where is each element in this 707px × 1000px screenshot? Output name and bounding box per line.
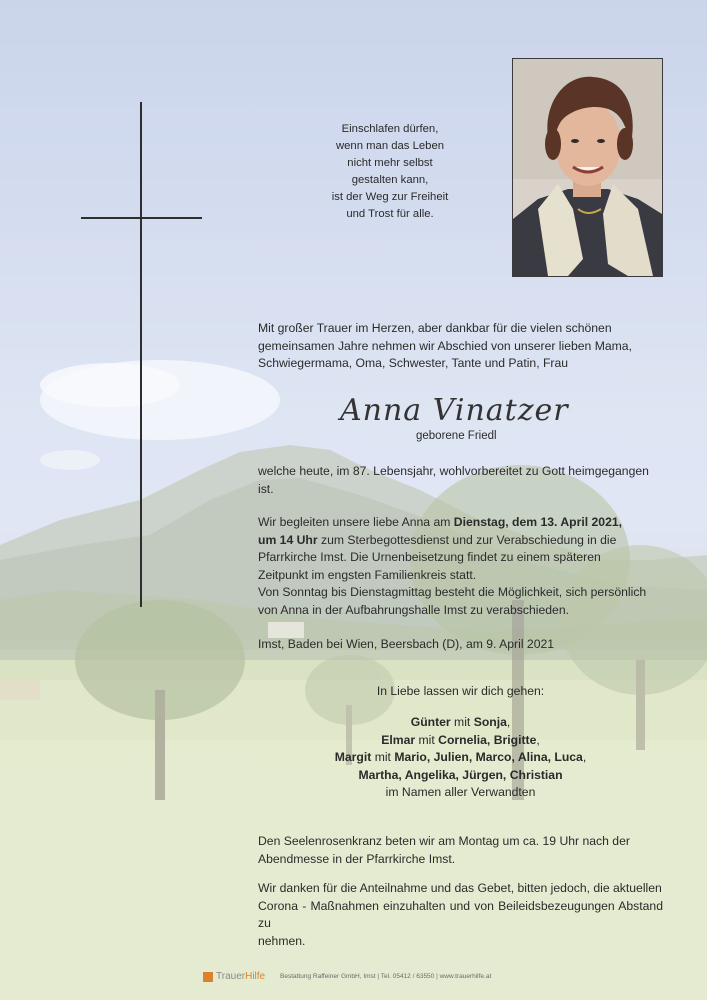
service-line: Pfarrkirche Imst. Die Urnenbeisetzung findet zu einem späteren: [258, 550, 601, 564]
maiden-name: geborene Friedl: [416, 430, 497, 442]
family-list: [258, 714, 663, 802]
service-line: Zeitpunkt im engsten Familienkreis statt.: [258, 567, 477, 582]
motto-line: ist der Weg zur Freiheit: [331, 191, 449, 203]
cross-vertical: [140, 102, 142, 607]
rosary-line: Den Seelenrosenkranz beten wir am Montag um ca. 19 Uhr nach der: [258, 834, 630, 848]
family-row: Margit mit Mario, Julien, Marco, Alina, Luca,: [334, 750, 587, 764]
trauerhilfe-logo[interactable]: TrauerHilfe: [216, 971, 266, 982]
thanks-line: nehmen.: [258, 933, 306, 948]
family-row: Günter mit Sonja,: [410, 715, 511, 729]
passing-line: ist.: [258, 481, 274, 496]
rosary-line: Abendmesse in der Pfarrkirche Imst.: [258, 851, 456, 866]
place-date: Imst, Baden bei Wien, Beersbach (D), am 9. April 2021: [258, 637, 555, 651]
family-row: im Namen aller Verwandten: [385, 785, 536, 799]
cross-horizontal: [81, 217, 202, 219]
motto-line: gestalten kann,: [351, 174, 429, 186]
intro-line: Schwiegermama, Oma, Schwester, Tante und Patin, Frau: [258, 356, 569, 370]
thanks-line: Corona - Maßnahmen einzuhalten und von Beileidsbezeugungen Abstand zu: [258, 898, 663, 930]
family-row: Martha, Angelika, Jürgen, Christian: [358, 767, 563, 782]
motto-line: Einschlafen dürfen,: [341, 123, 439, 135]
farewell-line: In Liebe lassen wir dich gehen:: [376, 684, 545, 698]
service-line: von Anna in der Aufbahrungshalle Imst zu verabschieden.: [258, 602, 569, 617]
intro-line: Mit großer Trauer im Herzen, aber dankbar für die vielen schönen: [258, 321, 612, 335]
passing-paragraph: [258, 463, 663, 498]
thanks-line: Wir danken für die Anteilnahme und das Gebet, bitten jedoch, die aktuellen: [258, 881, 662, 895]
service-paragraph: [258, 514, 663, 619]
trauerhilfe-logo-icon: [203, 972, 213, 982]
portrait-photo: [512, 58, 663, 277]
footer: [0, 970, 707, 986]
intro-line: gemeinsamen Jahre nehmen wir Abschied von unserer lieben Mama,: [258, 338, 632, 353]
thanks-paragraph: [258, 880, 663, 950]
motto: [300, 121, 480, 223]
motto-line: nicht mehr selbst: [347, 157, 433, 169]
footer-info: Bestattung Raffeiner GmbH, Imst | Tel. 05412 / 63550 | www.trauerhilfe.at: [280, 973, 492, 980]
motto-line: wenn man das Leben: [335, 140, 445, 152]
deceased-name: Anna Vinatzer: [340, 393, 569, 428]
intro-paragraph: [258, 320, 663, 373]
service-line: Wir begleiten unsere liebe Anna am Dienstag, dem 13. April 2021,: [258, 515, 623, 529]
family-row: Elmar mit Cornelia, Brigitte,: [381, 732, 540, 747]
motto-line: und Trost für alle.: [346, 208, 434, 220]
rosary-paragraph: [258, 833, 663, 868]
service-line: Von Sonntag bis Dienstagmittag besteht die Möglichkeit, sich persönlich: [258, 585, 647, 599]
passing-line: welche heute, im 87. Lebensjahr, wohlvorbereitet zu Gott heimgegangen: [258, 464, 649, 478]
service-line: um 14 Uhr zum Sterbegottesdienst und zur Verabschiedung in die: [258, 532, 617, 547]
